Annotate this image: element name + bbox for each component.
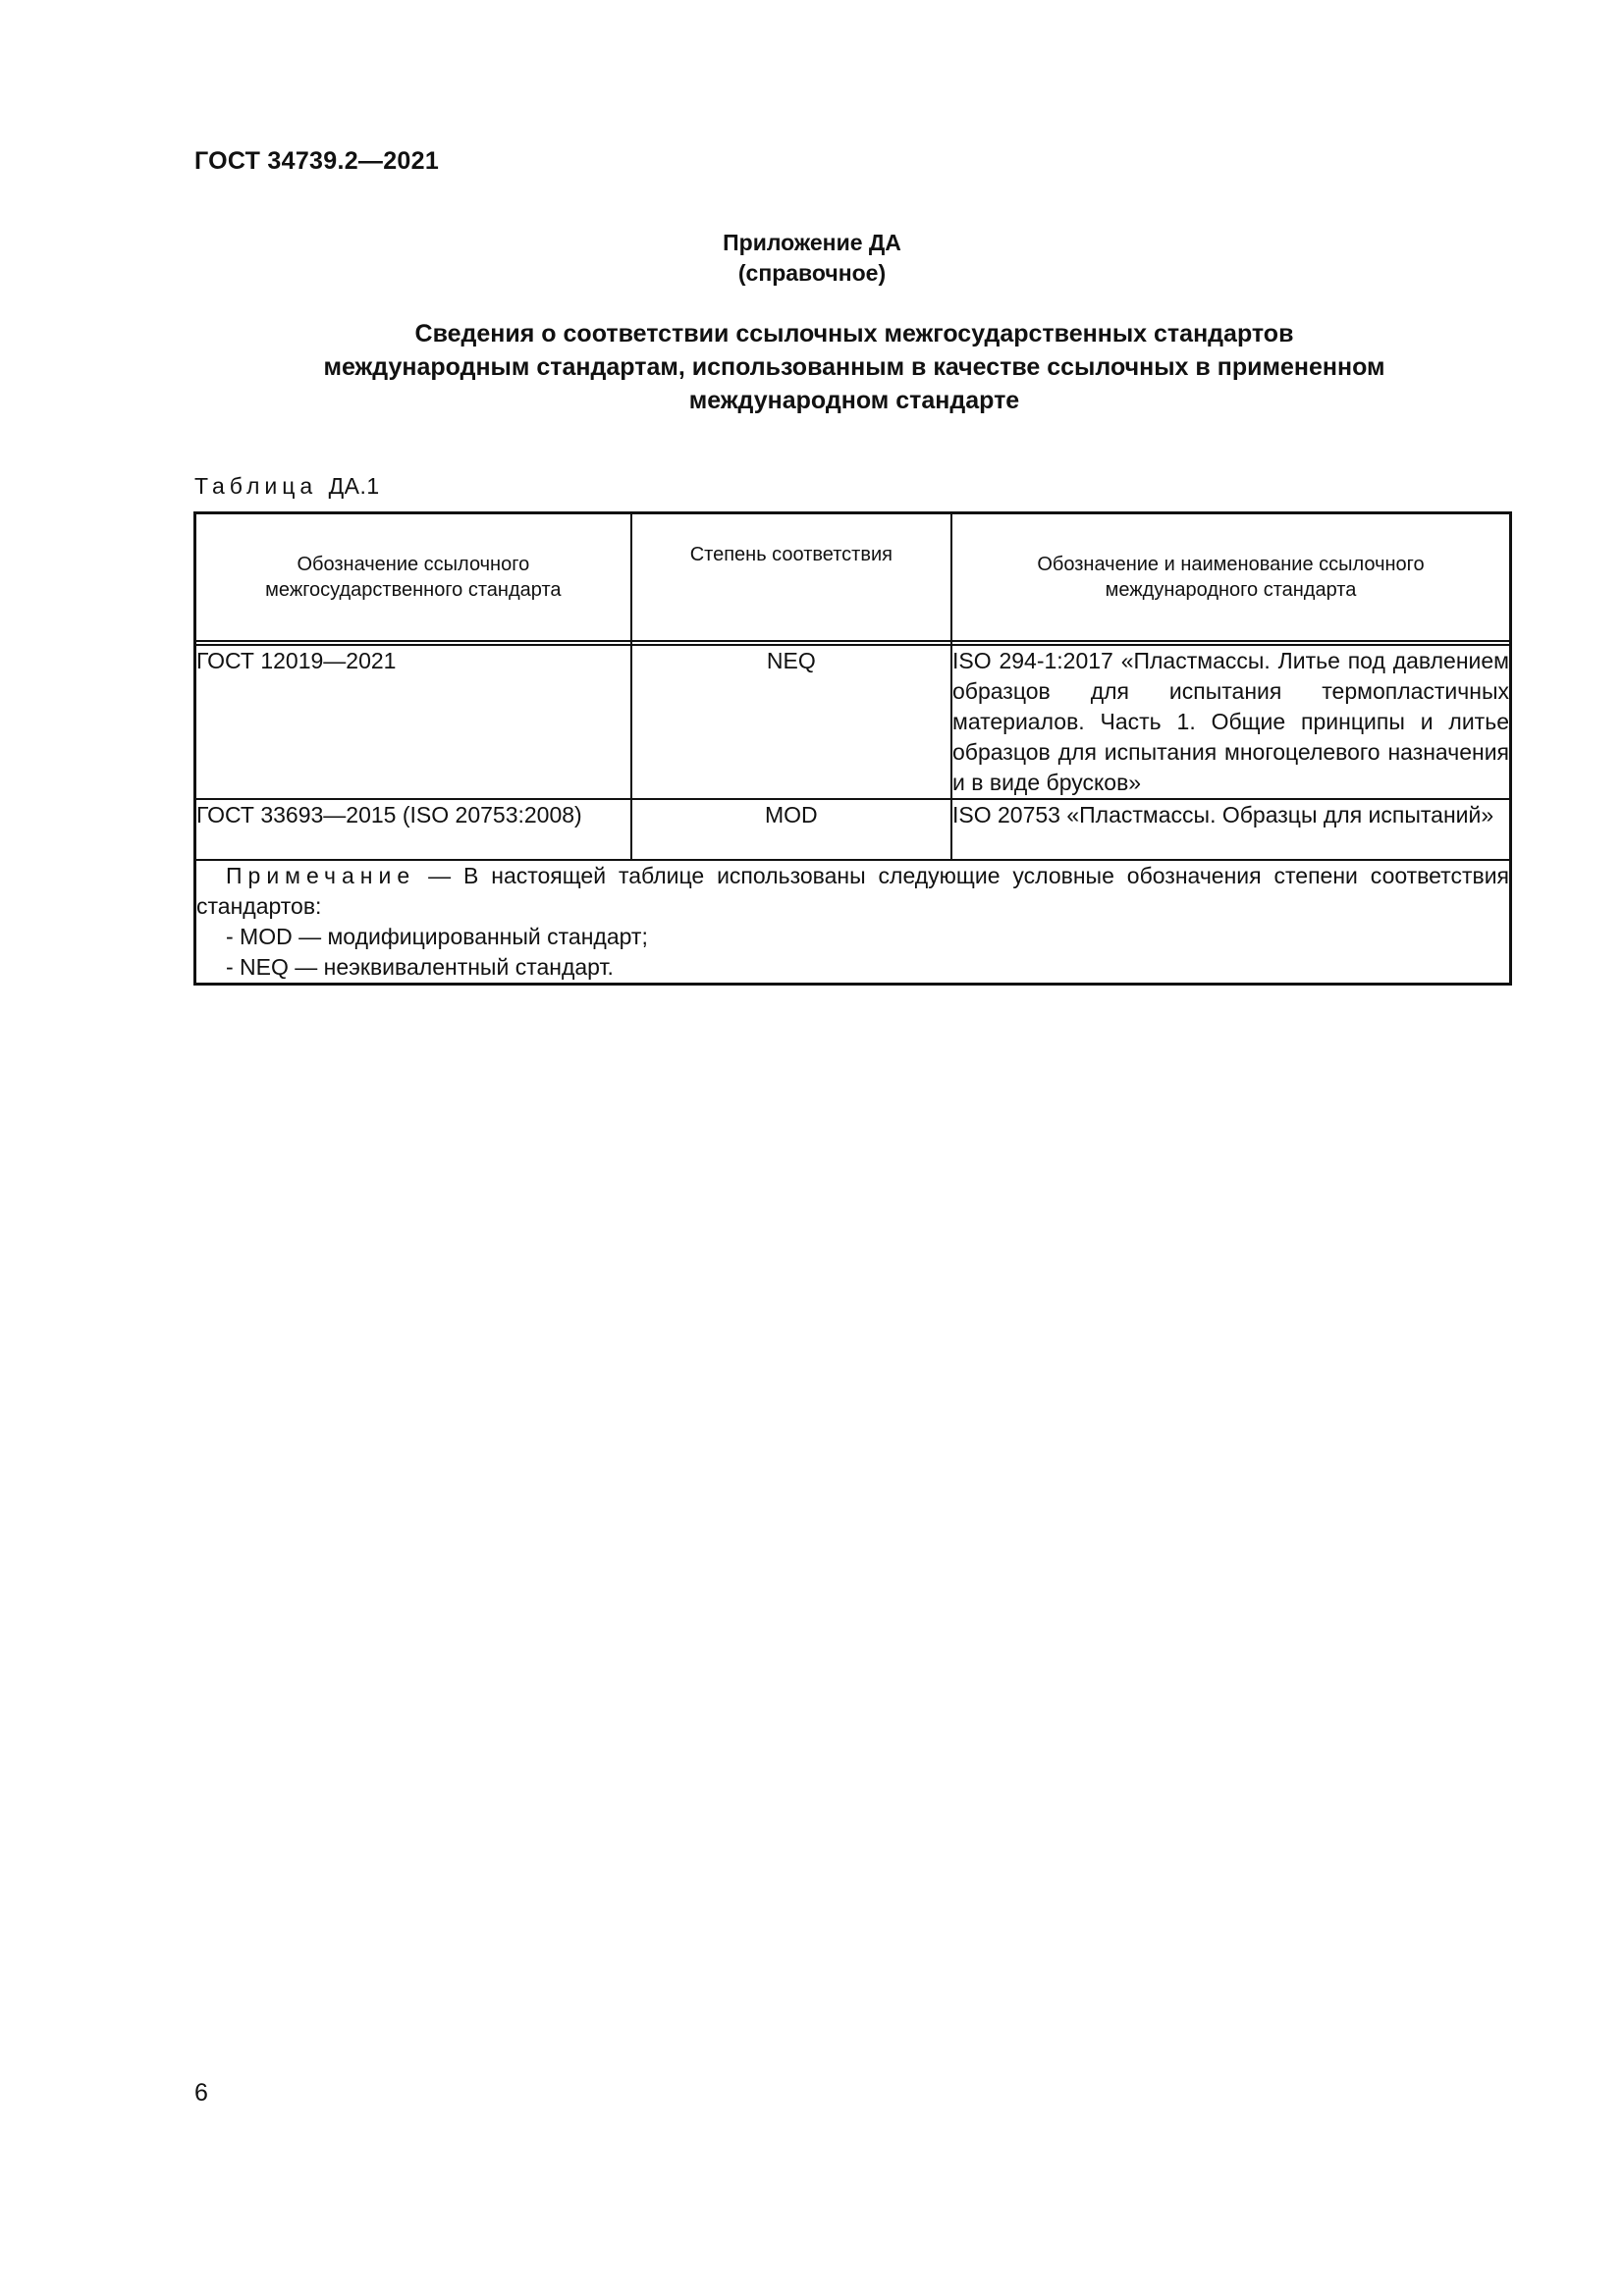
document-code: ГОСТ 34739.2—2021	[194, 147, 440, 175]
note-text: — В настоящей таблице использованы следующие условные обозначения степени соответствия стандартов:	[196, 863, 1509, 919]
annex-kind: (справочное)	[737, 260, 887, 286]
cell-degree: NEQ	[631, 645, 951, 799]
note-label: Примечание	[226, 863, 416, 888]
annex-heading	[0, 228, 1624, 289]
annex-title	[226, 317, 1483, 417]
column-header-designation: Обозначение ссылочного межгосударственного стандарта	[195, 513, 631, 642]
title-line-1: Сведения о соответствии ссылочных межгосударственных стандартов	[414, 320, 1294, 347]
cell-international: ISO 20753 «Пластмассы. Образцы для испытаний»	[951, 799, 1511, 860]
cell-international: ISO 294-1:2017 «Пластмассы. Литье под давлением образцов для испытания термопластичных материалов. Часть 1. Общие принципы и литье образцов для испытания многоцелевого назначения и в виде брусков»	[951, 645, 1511, 799]
page-number: 6	[194, 2079, 208, 2107]
table-row	[195, 799, 1511, 860]
note-item-mod: - MOD — модифицированный стандарт;	[226, 924, 648, 949]
table-caption-number: ДА.1	[328, 473, 380, 499]
correspondence-table	[193, 511, 1512, 986]
annex-label: Приложение ДА	[723, 230, 901, 255]
title-line-3: международном стандарте	[688, 387, 1020, 414]
table-caption	[194, 473, 380, 500]
column-header-degree: Степень соответствия	[631, 513, 951, 642]
note-item-neq: - NEQ — неэквивалентный стандарт.	[226, 954, 614, 980]
column-header-international: Обозначение и наименование ссылочного международного стандарта	[951, 513, 1511, 642]
title-line-2: международным стандартам, использованным в качестве ссылочных в примененном	[323, 353, 1385, 381]
cell-designation: ГОСТ 12019—2021	[195, 645, 631, 799]
table-header-row	[195, 513, 1511, 642]
table-caption-word: Таблица	[194, 473, 318, 499]
cell-degree: MOD	[631, 799, 951, 860]
table-note	[195, 860, 1511, 985]
note-row	[195, 860, 1511, 985]
table-row	[195, 645, 1511, 799]
cell-designation: ГОСТ 33693—2015 (ISO 20753:2008)	[195, 799, 631, 860]
